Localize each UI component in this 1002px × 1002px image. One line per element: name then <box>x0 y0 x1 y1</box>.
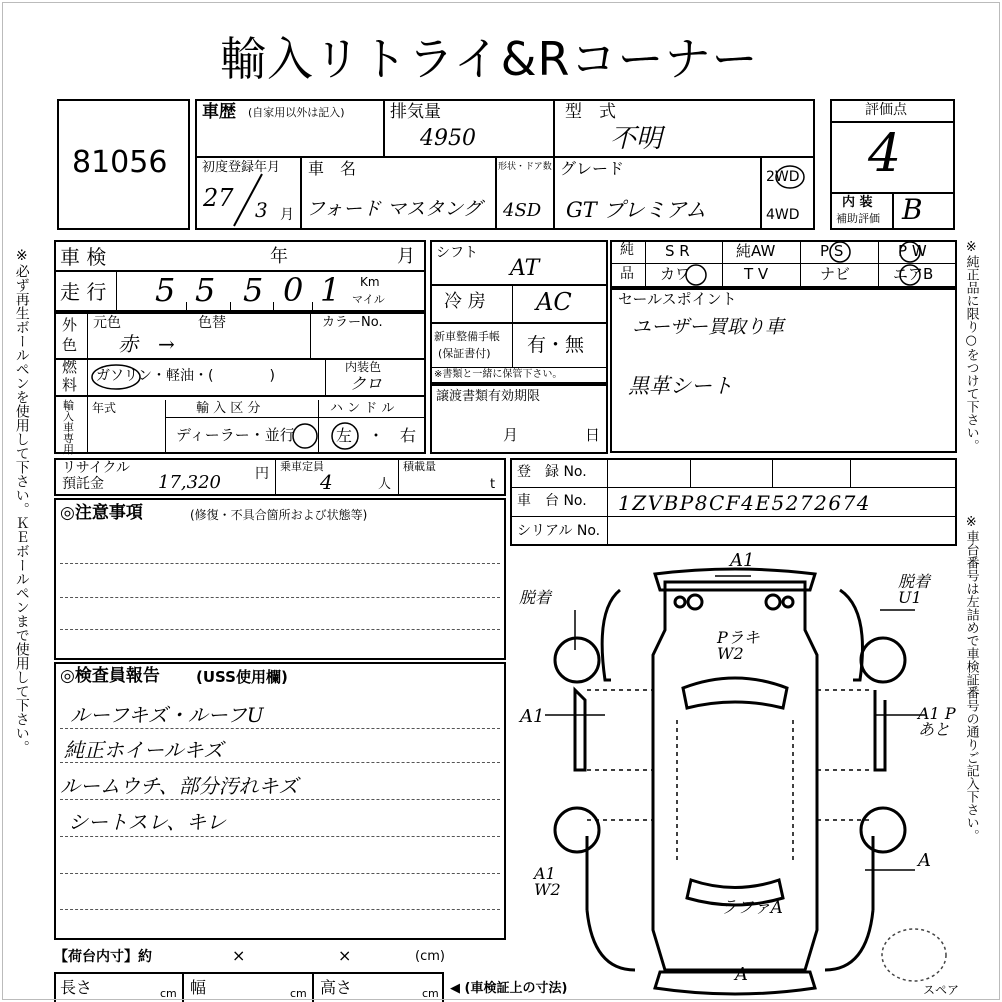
dims-width-cm: cm <box>290 987 307 1000</box>
equip-leather: カワ <box>660 265 691 283</box>
first-reg-year: 27 <box>203 184 234 212</box>
mileage-unit-mile: マイル <box>352 293 385 306</box>
equip-pw: P W <box>898 242 927 260</box>
equip-navi: ナビ <box>820 265 851 283</box>
transfer-label: 譲渡書類有効期限 <box>436 389 541 404</box>
manual-value: 有・無 <box>527 334 585 356</box>
inspector-label: ◎検査員報告 <box>60 666 160 686</box>
color-code-label: カラーNo. <box>322 315 383 330</box>
equip-label-bot: 品 <box>620 266 634 282</box>
shift-value: AT <box>510 256 540 281</box>
transfer-day: 日 <box>585 426 601 444</box>
equip-tv: T V <box>744 265 769 283</box>
shift-label: シフト <box>436 245 478 261</box>
capacity-label: 乗車定員 <box>280 460 324 473</box>
inspector-line-2: 純正ホイールキズ <box>64 738 224 762</box>
color-repaint-label: 色替 <box>198 315 226 331</box>
diagram-trunk: ラファA <box>720 898 783 918</box>
fuel-label2: 料 <box>62 376 78 394</box>
dims-width: 幅 <box>190 978 207 997</box>
history-label: 車歴 <box>202 102 236 122</box>
recycle-unit: 円 <box>255 466 269 482</box>
right-note: ※純正品に限り○をつけて下さい。 <box>963 240 979 452</box>
manual-note: ※書類と一緒に保管下さい。 <box>434 369 563 380</box>
diagram-left-rear: A1 W2 <box>534 864 561 899</box>
interior-label1: 内 装 <box>842 195 873 210</box>
equip-airbag: エアB <box>893 265 934 283</box>
displacement-value: 4950 <box>420 126 476 151</box>
interior-color-label: 内装色 <box>345 360 382 374</box>
dims-length: 長さ <box>60 978 93 997</box>
mileage-digit-2: 5 <box>195 271 216 309</box>
capacity-value: 4 <box>320 470 333 494</box>
inspection-month: 月 <box>397 246 415 267</box>
dims-height: 高さ <box>320 978 353 997</box>
capacity-unit: 人 <box>378 477 392 492</box>
drive-2wd: 2WD <box>766 169 800 185</box>
aircon-label: 冷 房 <box>444 291 486 312</box>
grade-value: GT プレミアム <box>566 198 707 222</box>
color-outer-2: 色 <box>62 336 78 354</box>
drive-4wd: 4WD <box>766 207 800 223</box>
grade-score-value: 4 <box>868 124 902 184</box>
handle-label: ハ ン ド ル <box>330 401 395 416</box>
inspection-label: 車 検 <box>60 245 107 269</box>
mileage-digit-3: 5 <box>243 271 264 309</box>
equip-aw: 純AW <box>736 242 776 260</box>
lot-number: 81056 <box>72 145 168 180</box>
color-outer-1: 外 <box>62 316 78 334</box>
cargo-x2: × <box>338 946 352 965</box>
interior-color-value: クロ <box>350 374 383 393</box>
fuel-label1: 燃 <box>62 358 78 376</box>
recycle-label2: 預託金 <box>62 476 104 492</box>
interior-label2: 補助評価 <box>836 212 880 225</box>
diagram-right-rear: A <box>918 850 931 871</box>
left-note: ※必ず再生ボールペンを使用して下さい。ＫＥボールペンまで使用して下さい。 <box>13 248 30 754</box>
diagram-a1-top: A1 <box>730 550 755 571</box>
dims-note: ◀ (車検証上の寸法) <box>450 981 568 996</box>
page-title: 輸入リトライ&Rコーナー <box>220 32 759 86</box>
cargo-label: 【荷台内寸】約 <box>54 949 152 965</box>
diagram-roof: Pラキ W2 <box>717 628 760 663</box>
equip-sr: S R <box>665 242 690 260</box>
caution-note: (修復・不具合箇所および状態等) <box>190 508 368 522</box>
fuel-value: ガソリン・軽油・( ) <box>96 368 275 384</box>
body-type-value: 4SD <box>503 200 542 221</box>
import-l5: 用 <box>63 443 74 456</box>
equip-ps: P S <box>820 242 844 260</box>
right-note-2: ※車台番号は左詰めで車検証番号の通りご記入下さい。 <box>963 515 979 842</box>
transfer-month: 月 <box>503 426 519 444</box>
page-frame <box>2 2 1000 1000</box>
caution-label: ◎注意事項 <box>60 503 143 523</box>
interior-score-value: B <box>902 193 923 226</box>
manual-label1: 新車整備手帳 <box>434 330 500 343</box>
load-label: 積載量 <box>403 460 436 473</box>
car-name-value: フォード マスタング <box>306 198 482 220</box>
first-reg-month: 3 <box>255 198 268 222</box>
serial-label: シリアル No. <box>517 523 601 539</box>
import-type-value: ディーラー・並行 <box>176 426 295 444</box>
mileage-label: 走 行 <box>60 280 107 304</box>
car-name-label: 車 名 <box>308 159 357 178</box>
load-unit: t <box>490 477 496 492</box>
diagram-left-front: 脱着 <box>519 588 552 607</box>
aircon-value: AC <box>536 288 572 316</box>
cargo-x1: × <box>232 946 246 965</box>
inspector-line-4: シートスレ、キレ <box>68 810 226 834</box>
equip-label-top: 純 <box>620 242 634 258</box>
mileage-digit-4: 0 <box>283 271 304 309</box>
diagram-left-mid: A1 <box>520 706 545 727</box>
body-type-label: 形状・ドア数 <box>498 162 552 172</box>
grade-score-label: 評価点 <box>865 102 907 118</box>
diagram-right-mid: A1 Pあと <box>918 704 956 739</box>
recycle-value: 17,320 <box>158 472 221 493</box>
history-note: (自家用以外は記入) <box>248 106 345 119</box>
diagram-right-front: 脱着 U1 <box>898 572 931 607</box>
displacement-label: 排気量 <box>390 102 441 122</box>
import-l1: 輸 <box>63 399 74 412</box>
import-l4: 専 <box>63 432 74 445</box>
inspector-line-3: ルームウチ、部分汚れキズ <box>60 774 299 798</box>
manual-label2: (保証書付) <box>438 347 491 360</box>
diagram-bottom: A <box>735 964 748 985</box>
first-reg-label: 初度登録年月 <box>202 160 281 175</box>
sales-point-line1: ユーザー買取り車 <box>632 316 785 338</box>
grade-label: グレード <box>560 159 625 178</box>
model-label: 型 式 <box>565 102 616 122</box>
handle-value: 左 ・ 右 <box>336 426 417 445</box>
dims-height-cm: cm <box>422 987 439 1000</box>
chassis-value: 1ZVBP8CF4E5272674 <box>618 491 872 515</box>
cargo-unit: (cm) <box>415 949 445 964</box>
mileage-digit-5: 1 <box>320 271 341 309</box>
dims-length-cm: cm <box>160 987 177 1000</box>
first-reg-month-unit: 月 <box>280 207 294 223</box>
import-l2: 入 <box>63 410 74 423</box>
recycle-label1: リサイクル <box>62 460 131 476</box>
color-original-label: 元色 <box>93 315 121 331</box>
import-type-label: 輸 入 区 分 <box>196 401 261 416</box>
mileage-unit-km: Km <box>360 275 380 289</box>
import-l3: 車 <box>63 421 74 434</box>
mileage-digit-1: 5 <box>155 271 176 309</box>
registration-label: 登 録 No. <box>517 464 587 480</box>
sales-point-label: セールスポイント <box>618 290 737 308</box>
spare-label: スペア <box>923 983 960 997</box>
model-value: 不明 <box>610 124 663 154</box>
chassis-label: 車 台 No. <box>517 493 587 509</box>
inspection-year: 年 <box>270 246 288 267</box>
inspector-note: (USS使用欄) <box>196 668 288 686</box>
sales-point-line2: 黒革シート <box>628 374 733 398</box>
color-value: 赤 → <box>118 332 175 356</box>
import-year-label: 年式 <box>92 401 117 415</box>
inspector-line-1: ルーフキズ・ルーフU <box>70 703 264 727</box>
